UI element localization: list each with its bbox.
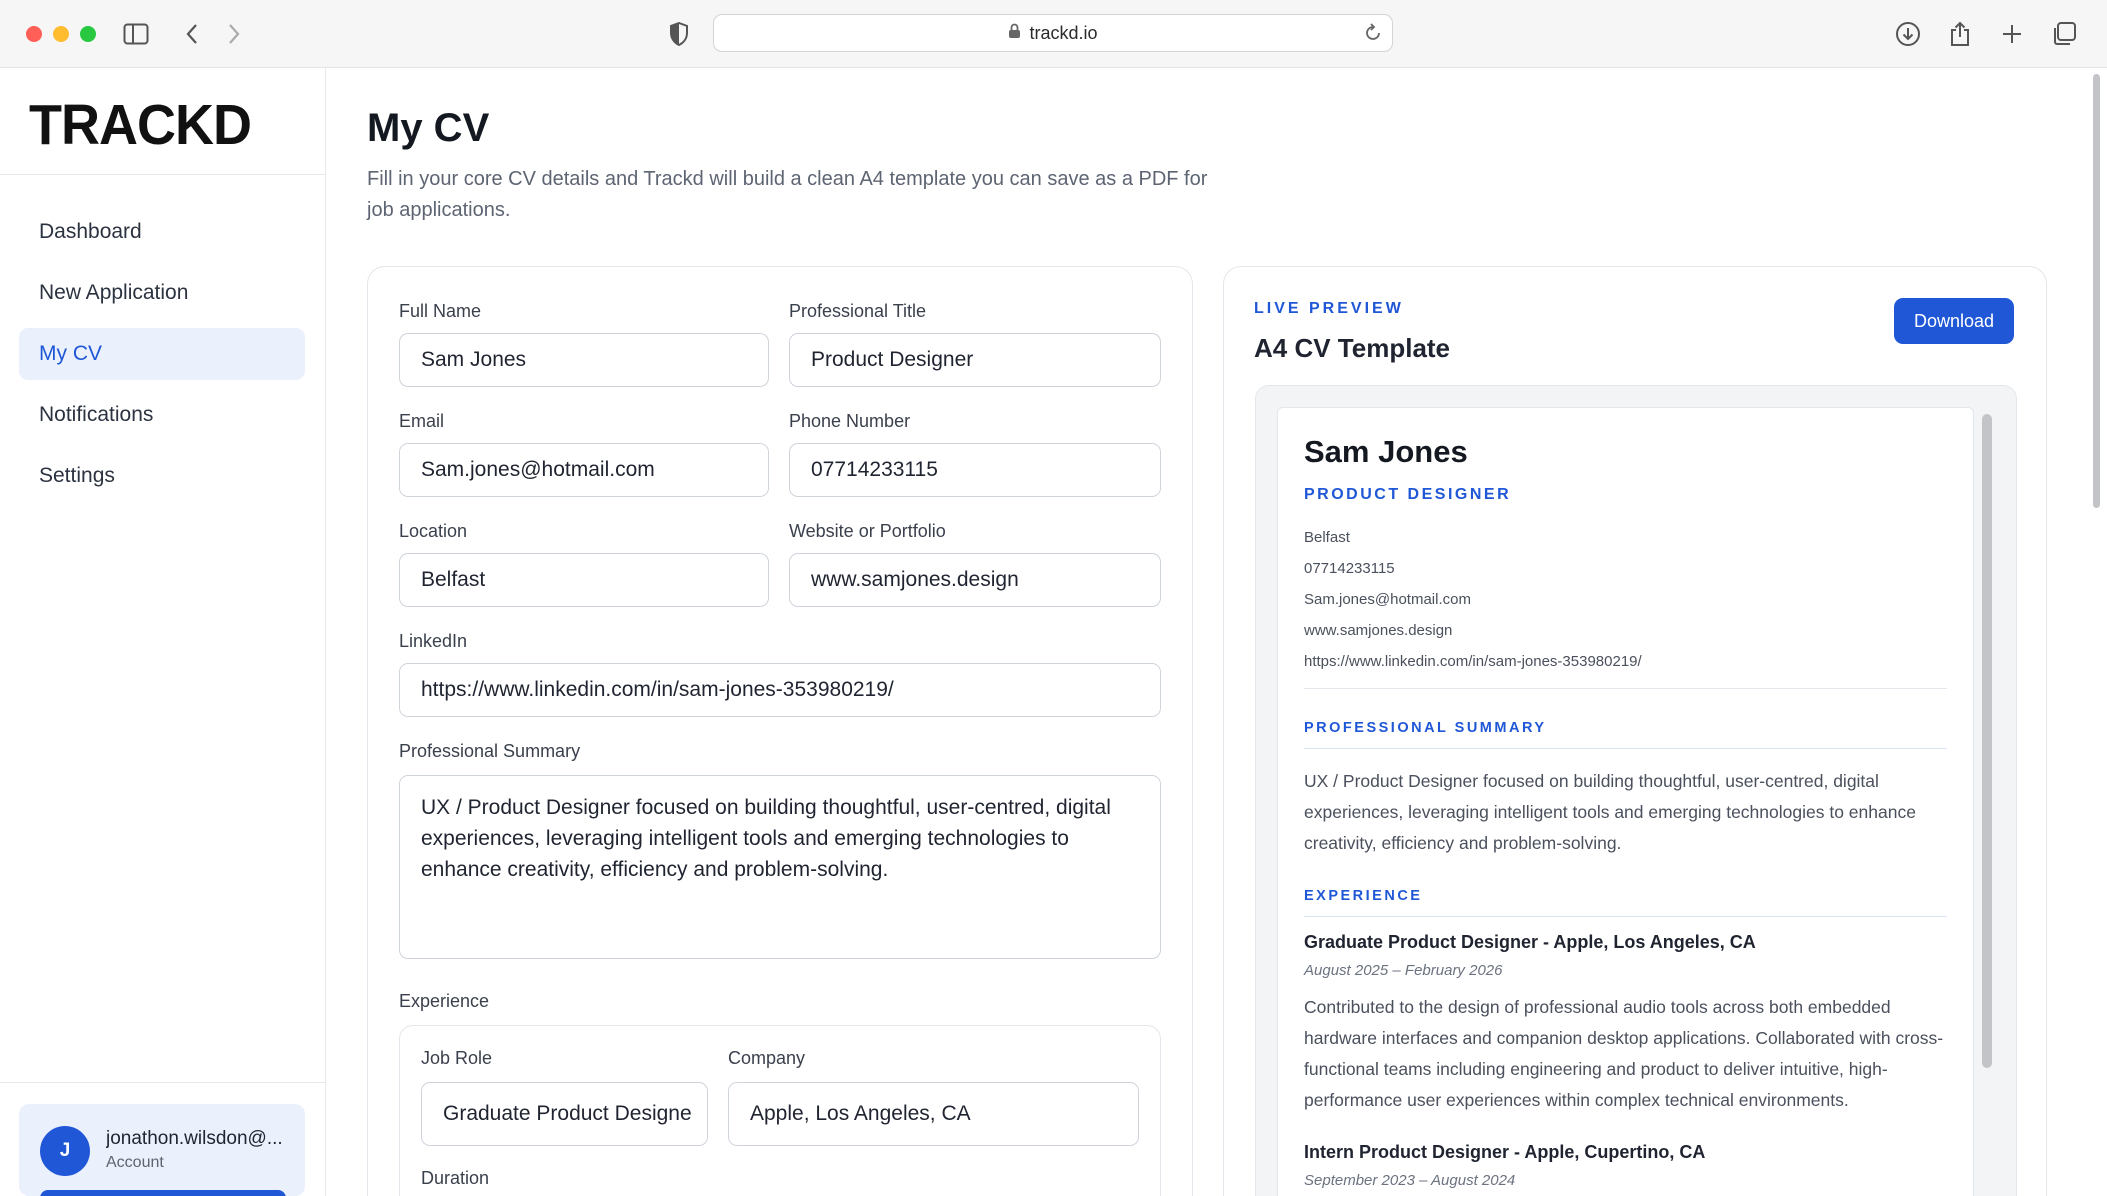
cv-form-card [367,266,1193,1196]
cv-preview-card [1223,266,2047,1196]
forward-icon[interactable] [218,18,250,50]
sidebar-item-dashboard[interactable]: Dashboard [39,220,142,243]
cv-job-title: Graduate Product Designer - Apple, Los Angeles, CA [1304,932,1756,952]
minimize-window-button[interactable] [53,26,69,42]
summary-textarea[interactable]: UX / Product Designer focused on building thoughtful, user-centred, digital experiences, leveraging intelligent tools and emerging technologies to enhance creativity, efficiency and problem-solving. [399,775,1161,959]
sidebar-footer-divider [0,1082,325,1083]
sidebar [0,68,326,1196]
address-bar[interactable] [713,14,1393,52]
preview-heading: A4 CV Template [1254,333,1451,363]
linkedin-field[interactable]: https://www.linkedin.com/in/sam-jones-353980219/ [399,663,1161,717]
download-button[interactable]: Download [1894,298,2014,344]
cv-summary-heading: PROFESSIONAL SUMMARY [1304,720,1547,736]
experience-label: Experience [399,991,490,1011]
cv-contact-location: Belfast [1304,529,1350,546]
reload-icon[interactable] [1364,23,1382,48]
page-scrollbar[interactable] [2093,74,2100,508]
cv-job-dates: August 2025 – February 2026 [1304,962,1503,979]
cv-job-description: Contributed to the design of professional audio tools across both embedded hardware interfaces and companion desktop applications. Collaborated with cross-functional teams including engineering and product to deliver intuitive, high-performance user experiences within complex technical environments. [1304,997,1944,1110]
browser-toolbar [0,0,2107,68]
full-name-label: Full Name [399,301,482,321]
cv-contact-website: www.samjones.design [1304,622,1453,639]
duration-label: Duration [421,1168,490,1188]
cv-summary-text: UX / Product Designer focused on building thoughtful, user-centred, digital experiences, leveraging intelligent tools and emerging technologies to enhance creativity, efficiency and problem-solving. [1304,771,1916,853]
cv-contact-list [1304,522,1642,677]
cv-divider [1304,688,1947,689]
email-label: Email [399,411,445,431]
account-label: Account [106,1154,164,1171]
account-email: jonathon.wilsdon@... [106,1128,283,1149]
share-icon[interactable] [1944,18,1976,50]
sidebar-divider [0,174,325,175]
lock-icon [1008,23,1021,44]
job-role-input[interactable]: Graduate Product Designe [421,1082,708,1146]
sidebar-item-my-cv[interactable]: My CV [19,328,305,380]
sidebar-item-notifications[interactable]: Notifications [39,403,154,426]
trackd-logo[interactable]: TRACKD [29,93,251,157]
shield-icon[interactable] [663,18,695,50]
company-input[interactable]: Apple, Los Angeles, CA [728,1082,1139,1146]
close-window-button[interactable] [26,26,42,42]
avatar: J [40,1126,90,1176]
page-title: My CV [367,106,490,150]
professional-title-label: Professional Title [789,301,927,321]
job-role-label: Job Role [421,1048,493,1068]
new-tab-icon[interactable] [1996,18,2028,50]
full-name-input[interactable]: Sam Jones [399,333,769,387]
email-field[interactable]: Sam.jones@hotmail.com [399,443,769,497]
website-field[interactable]: www.samjones.design [789,553,1161,607]
cv-summary-rule [1304,748,1947,749]
tabs-overview-icon[interactable] [2048,18,2080,50]
sidebar-item-settings[interactable]: Settings [39,464,115,487]
live-preview-label: LIVE PREVIEW [1254,300,1404,317]
experience-entry [399,1025,1161,1196]
company-label: Company [728,1048,806,1068]
a4-preview-frame [1255,385,2017,1196]
back-icon[interactable] [176,18,208,50]
account-card[interactable] [19,1104,305,1196]
phone-field[interactable]: 07714233115 [789,443,1161,497]
website-label: Website or Portfolio [789,521,946,541]
cv-job-title: Intern Product Designer - Apple, Cupertino, CA [1304,1142,1706,1162]
url-text: trackd.io [1029,22,1098,43]
professional-title-input[interactable]: Product Designer [789,333,1161,387]
cv-experience-heading: EXPERIENCE [1304,888,1423,904]
maximize-window-button[interactable] [80,26,96,42]
download-icon[interactable] [1892,18,1924,50]
cv-job-dates: September 2023 – August 2024 [1304,1172,1516,1189]
cv-contact-phone: 07714233115 [1304,560,1395,577]
location-label: Location [399,521,468,541]
cv-contact-email: Sam.jones@hotmail.com [1304,591,1471,608]
page-description: Fill in your core CV details and Trackd will build a clean A4 template you can save as a PDF for job applications. [367,168,1208,221]
sidebar-toggle-icon[interactable] [120,18,152,50]
cv-name: Sam Jones [1304,434,1468,469]
preview-scrollbar[interactable] [1982,414,1992,1068]
phone-label: Phone Number [789,411,911,431]
cv-experience-rule [1304,916,1947,917]
sidebar-item-new-application[interactable]: New Application [39,281,189,304]
account-button[interactable] [40,1190,286,1196]
a4-page [1277,407,1974,1196]
summary-label: Professional Summary [399,741,581,761]
linkedin-label: LinkedIn [399,631,468,651]
cv-title: PRODUCT DESIGNER [1304,486,1512,503]
sidebar-nav [19,206,305,511]
location-field[interactable]: Belfast [399,553,769,607]
cv-contact-linkedin: https://www.linkedin.com/in/sam-jones-353980219/ [1304,653,1642,670]
